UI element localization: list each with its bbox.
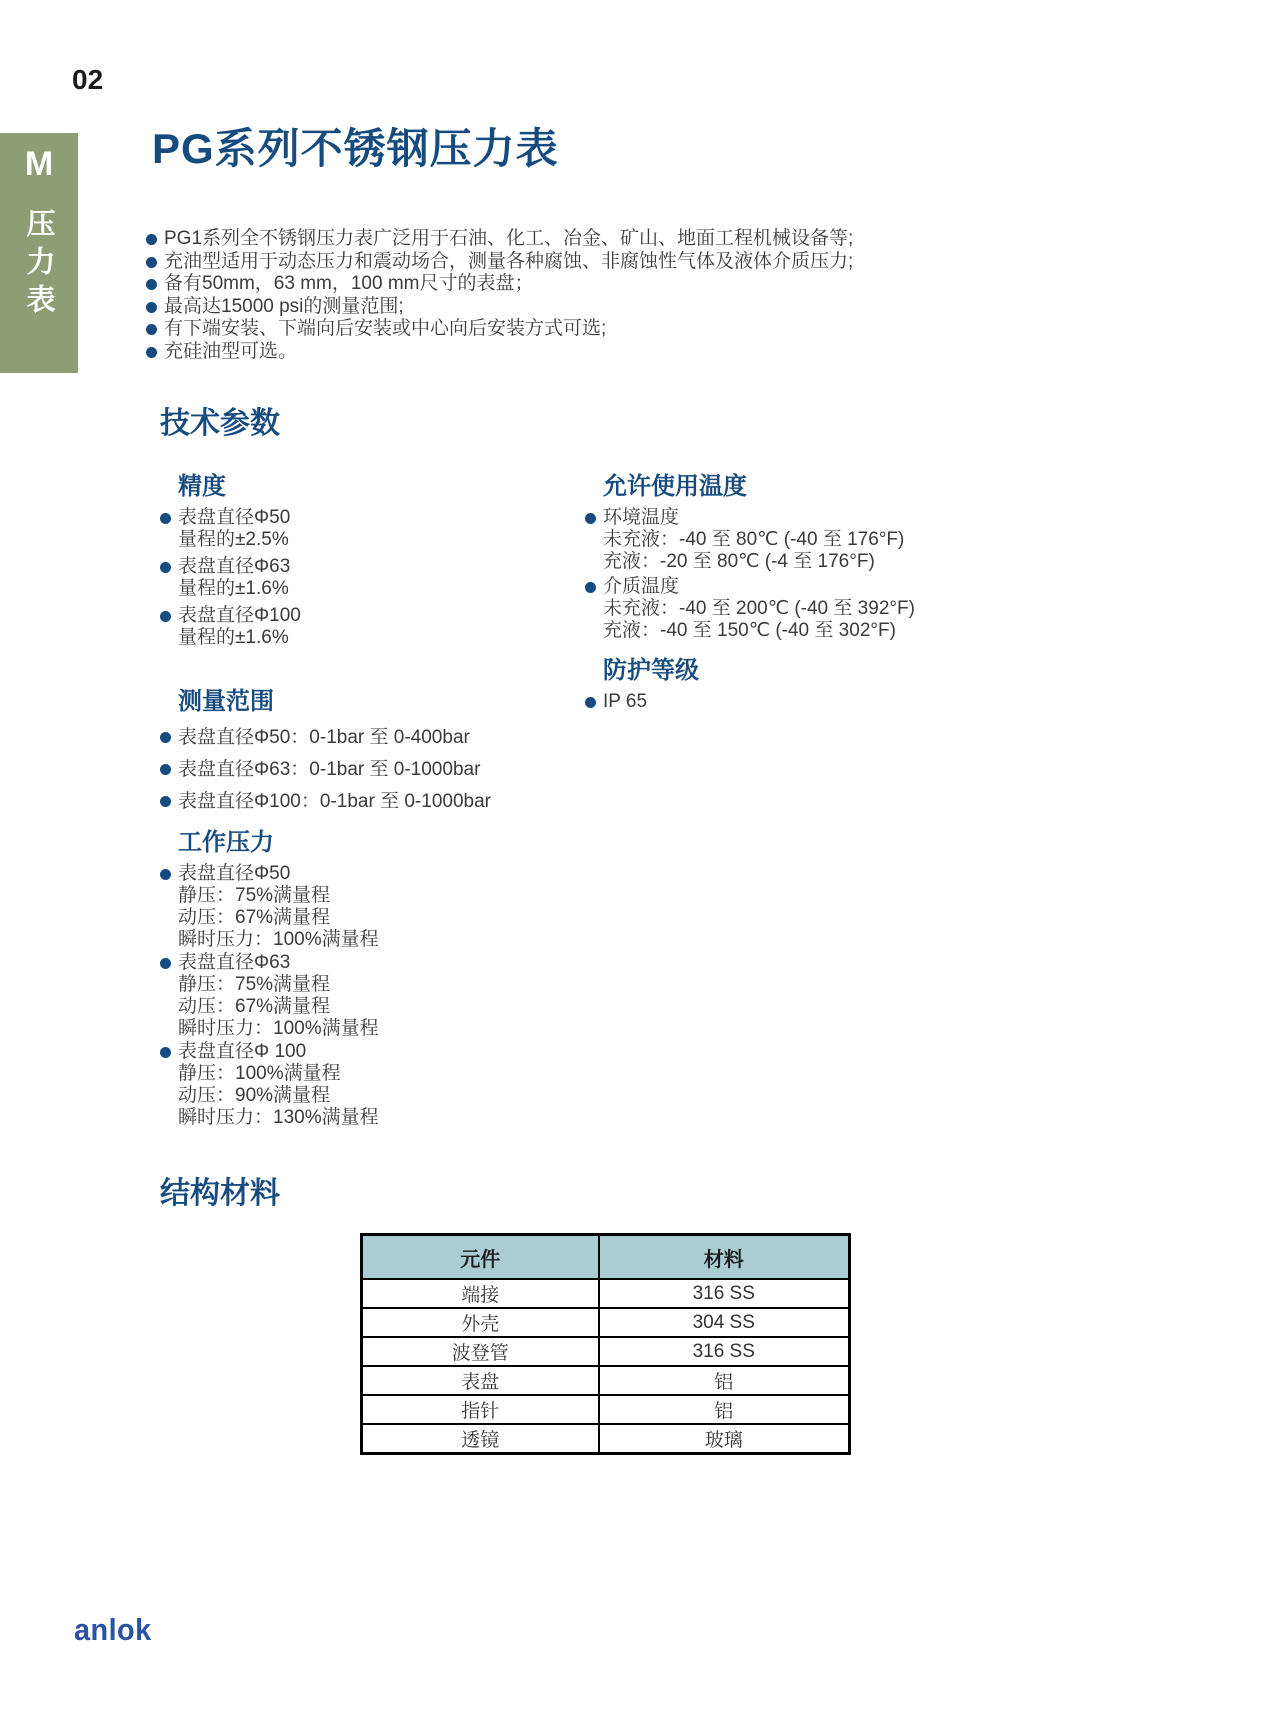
range-value: 0-1bar 至 0-400bar (309, 727, 470, 748)
protection-block (585, 657, 905, 718)
range-block (160, 688, 630, 820)
wp-line: 动压：90%满量程 (178, 1085, 331, 1106)
accuracy-value: 量程的±1.6% (178, 578, 289, 599)
section-heading-tech-params: 技术参数 (160, 407, 280, 440)
temp-title: 介质温度 (603, 576, 680, 597)
bullet-icon (146, 234, 157, 245)
temperature-heading: 允许使用温度 (603, 473, 747, 500)
accuracy-item (160, 605, 540, 649)
intro-bullet-item (146, 318, 1196, 341)
page-title: PG系列不锈钢压力表 (152, 125, 559, 172)
working-pressure-heading: 工作压力 (178, 829, 274, 856)
materials-table-header-row (362, 1235, 850, 1280)
material-cell: 316 SS (599, 1337, 850, 1366)
protection-item (585, 691, 905, 713)
brand-logo: anlok (74, 1612, 152, 1647)
table-row (362, 1395, 850, 1424)
bullet-icon (160, 513, 171, 524)
range-item (160, 756, 630, 783)
intro-bullet-text: 充油型适用于动态压力和震动场合，测量各种腐蚀、非腐蚀性气体及液体介质压力; (164, 250, 854, 272)
intro-bullet-text: 备有50mm，63 mm，100 mm尺寸的表盘； (164, 273, 534, 294)
component-cell: 波登管 (362, 1337, 599, 1366)
material-cell: 铝 (599, 1395, 850, 1424)
bullet-icon (160, 1047, 171, 1058)
intro-bullet-item (146, 273, 1196, 296)
intro-bullet-list (146, 228, 1196, 363)
wp-dial: 表盘直径Φ50 (178, 863, 291, 884)
wp-line: 静压：75%满量程 (178, 885, 331, 906)
materials-col-component: 元件 (362, 1235, 599, 1280)
bullet-icon (585, 697, 596, 708)
temp-line: 未充液：-40 至 80℃ (-40 至 176°F) (603, 529, 905, 550)
sidebar-tab-letter: M (24, 145, 54, 183)
bullet-icon (146, 279, 157, 290)
table-row (362, 1366, 850, 1395)
accuracy-dial: 表盘直径Φ50 (178, 507, 291, 528)
bullet-icon (160, 869, 171, 880)
range-heading: 测量范围 (178, 688, 274, 715)
wp-line: 瞬时压力：130%满量程 (178, 1107, 379, 1128)
bullet-icon (585, 513, 596, 524)
bullet-icon (146, 347, 157, 358)
bullet-icon (160, 611, 171, 622)
intro-bullet-text: PG1系列全不锈钢压力表广泛用于石油、化工、冶金、矿山、地面工程机械设备等; (164, 228, 854, 249)
component-cell: 端接 (362, 1279, 599, 1308)
intro-bullet-item (146, 251, 1196, 274)
working-pressure-item (160, 1041, 580, 1129)
working-pressure-block (160, 829, 580, 1130)
temperature-item (585, 576, 1125, 642)
wp-line: 动压：67%满量程 (178, 996, 331, 1017)
range-value: 0-1bar 至 0-1000bar (309, 759, 481, 780)
wp-line: 瞬时压力：100%满量程 (178, 1018, 379, 1039)
temperature-block (585, 473, 1125, 645)
protection-heading: 防护等级 (603, 657, 699, 684)
wp-dial: 表盘直径Φ 100 (178, 1041, 307, 1062)
bullet-icon (146, 324, 157, 335)
section-heading-materials: 结构材料 (160, 1177, 280, 1210)
wp-line: 动压：67%满量程 (178, 907, 331, 928)
intro-bullet-item (146, 296, 1196, 319)
accuracy-heading: 精度 (178, 473, 226, 500)
bullet-icon (146, 302, 157, 313)
component-cell: 指针 (362, 1395, 599, 1424)
accuracy-value: 量程的±2.5% (178, 529, 289, 550)
wp-line: 瞬时压力：100%满量程 (178, 929, 379, 950)
accuracy-item (160, 556, 540, 600)
material-cell: 316 SS (599, 1279, 850, 1308)
table-row (362, 1279, 850, 1308)
component-cell: 透镜 (362, 1424, 599, 1454)
bullet-icon (160, 796, 171, 807)
range-label: 表盘直径Φ100： (178, 791, 320, 812)
material-cell: 304 SS (599, 1308, 850, 1337)
temp-title: 环境温度 (603, 507, 680, 528)
range-label: 表盘直径Φ63： (178, 759, 310, 780)
materials-col-material: 材料 (599, 1235, 850, 1280)
sidebar-tab (0, 133, 78, 373)
accuracy-item (160, 507, 540, 551)
intro-bullet-text: 充硅油型可选。 (164, 340, 298, 362)
intro-bullet-item (146, 228, 1196, 251)
bullet-icon (585, 582, 596, 593)
wp-line: 静压：100%满量程 (178, 1063, 341, 1084)
sidebar-tab-label: 压力表 (22, 208, 55, 322)
materials-table (360, 1233, 851, 1455)
accuracy-block (160, 473, 540, 654)
range-value: 0-1bar 至 0-1000bar (319, 791, 491, 812)
wp-dial: 表盘直径Φ63 (178, 952, 291, 973)
bullet-icon (160, 958, 171, 969)
material-cell: 铝 (599, 1366, 850, 1395)
temp-line: 充液：-20 至 80℃ (-4 至 176°F) (603, 551, 875, 572)
intro-bullet-text: 有下端安装、下端向后安装或中心向后安装方式可选; (164, 318, 607, 339)
range-item (160, 724, 630, 751)
temp-line: 未充液：-40 至 200℃ (-40 至 392°F) (603, 598, 915, 619)
component-cell: 表盘 (362, 1366, 599, 1395)
working-pressure-item (160, 952, 580, 1040)
material-cell: 玻璃 (599, 1424, 850, 1454)
table-row (362, 1308, 850, 1337)
bullet-icon (160, 562, 171, 573)
page-number: 02 (72, 64, 104, 95)
bullet-icon (160, 764, 171, 775)
accuracy-dial: 表盘直径Φ100 (178, 605, 301, 626)
component-cell: 外壳 (362, 1308, 599, 1337)
accuracy-dial: 表盘直径Φ63 (178, 556, 291, 577)
protection-value: IP 65 (603, 691, 648, 712)
bullet-icon (160, 732, 171, 743)
table-row (362, 1337, 850, 1366)
accuracy-value: 量程的±1.6% (178, 627, 289, 648)
table-row (362, 1424, 850, 1454)
temperature-item (585, 507, 1125, 573)
wp-line: 静压：75%满量程 (178, 974, 331, 995)
intro-bullet-item (146, 341, 1196, 364)
range-item (160, 788, 630, 815)
temp-line: 充液：-40 至 150℃ (-40 至 302°F) (603, 620, 896, 641)
range-label: 表盘直径Φ50： (178, 727, 310, 748)
bullet-icon (146, 257, 157, 268)
working-pressure-item (160, 863, 580, 951)
intro-bullet-text: 最高达15000 psi的测量范围; (164, 295, 404, 317)
